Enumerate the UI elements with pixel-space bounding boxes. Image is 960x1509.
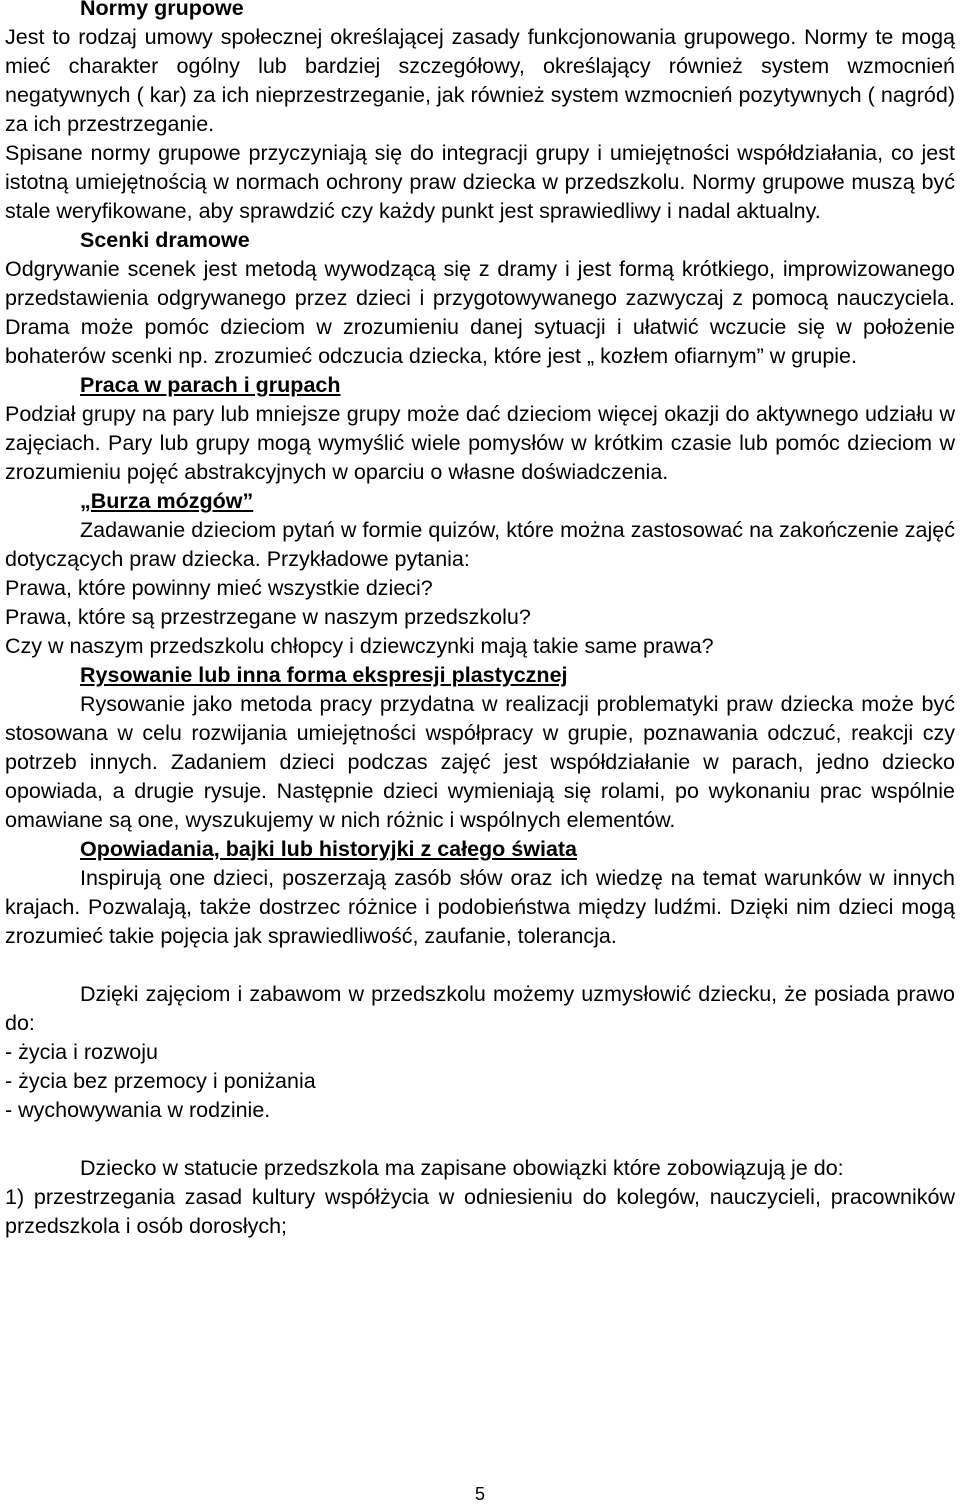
heading-scenki-dramowe: Scenki dramowe xyxy=(80,228,250,252)
paragraph-obowiazki-item-1: 1) przestrzegania zasad kultury współżycia w odniesieniu do kolegów, nauczycieli, pracowników przedszkola i osób dorosłych; xyxy=(5,1185,955,1238)
paragraph-scenki-dramowe: Odgrywanie scenek jest metodą wywodzącą się z dramy i jest formą krótkiego, improwizowanego przedstawienia odgrywanego przez dzieci i przygotowywanego zazwyczaj z pomocą nauczyciela. Drama może pomóc dzieciom w zrozumieniu danej sytuacji i ułatwić wczucie się w położenie bohaterów scenki np. zrozumieć odczucia dziecka, które jest „ kozłem ofiarnym” w grupie. xyxy=(5,257,955,368)
heading-rysowanie: Rysowanie lub inna forma ekspresji plastycznej xyxy=(80,663,568,687)
paragraph-opowiadania: Inspirują one dzieci, poszerzają zasób słów oraz ich wiedzę na temat warunków w innych krajach. Pozwalają, także dostrzec różnice i podobieństwa między ludźmi. Dzięki nim dzieci mogą zrozumieć takie pojęcia jak sprawiedliwość, zaufanie, tolerancja. xyxy=(5,866,955,948)
paragraph-obowiazki-intro: Dziecko w statucie przedszkola ma zapisane obowiązki które zobowiązują je do: xyxy=(80,1156,844,1180)
heading-burza-mozgow: „Burza mózgów” xyxy=(80,489,254,513)
paragraph-normy-grupowe: Jest to rodzaj umowy społecznej określającej zasady funkcjonowania grupowego. Normy te mogą mieć charakter ogólny lub bardziej szczegółowy, określający również system wzmocnień negatywnych ( kar) za ich nieprzestrzeganie, jak również system wzmocnień pozytywnych ( nagród) za ich przestrzeganie. xyxy=(5,25,955,136)
heading-praca-w-parach: Praca w parach i grupach xyxy=(80,373,341,397)
paragraph-burza-mozgow: Zadawanie dzieciom pytań w formie quizów, które można zastosować na zakończenie zajęć dotyczących praw dziecka. Przykładowe pytania: xyxy=(5,518,955,571)
paragraph-praca-w-parach: Podział grupy na pary lub mniejsze grupy może dać dzieciom więcej okazji do aktywnego udziału w zajęciach. Pary lub grupy mogą wymyślić wiele pomysłów w krótkim czasie lub pomóc dzieciom w zrozumieniu pojęć abstrakcyjnych w oparciu o własne doświadczenia. xyxy=(5,402,955,484)
page-number: 5 xyxy=(474,1484,485,1504)
list-item: - życia bez przemocy i poniżania xyxy=(5,1069,316,1093)
question-line: Czy w naszym przedszkolu chłopcy i dziewczynki mają takie same prawa? xyxy=(5,634,714,658)
paragraph-normy-spisane: Spisane normy grupowe przyczyniają się do integracji grupy i umiejętności współdziałania, co jest istotną umiejętnością w normach ochrony praw dziecka w przedszkolu. Normy grupowe muszą być stale weryfikowane, aby sprawdzić czy każdy punkt jest sprawiedliwy i nadal aktualny. xyxy=(5,141,955,223)
blank-line xyxy=(5,951,955,980)
document-page xyxy=(5,0,955,1241)
blank-line xyxy=(5,1125,955,1154)
list-item: - wychowywania w rodzinie. xyxy=(5,1098,271,1122)
question-line: Prawa, które są przestrzegane w naszym przedszkolu? xyxy=(5,605,531,629)
list-item: - życia i rozwoju xyxy=(5,1040,158,1064)
heading-normy-grupowe: Normy grupowe xyxy=(80,0,244,20)
question-line: Prawa, które powinny mieć wszystkie dzieci? xyxy=(5,576,433,600)
paragraph-prawa-intro: Dzięki zajęciom i zabawom w przedszkolu możemy uzmysłowić dziecku, że posiada prawo do: xyxy=(5,982,955,1035)
heading-opowiadania: Opowiadania, bajki lub historyjki z całego świata xyxy=(80,837,578,861)
paragraph-rysowanie: Rysowanie jako metoda pracy przydatna w realizacji problematyki praw dziecka może być stosowana w celu rozwijania umiejętności współpracy w grupie, poznawania odczuć, reakcji czy potrzeb innych. Zadaniem dzieci podczas zajęć jest współdziałanie w parach, jedno dziecko opowiada, a drugie rysuje. Następnie dzieci wymieniają się rolami, po wykonaniu prac wspólnie omawiane są one, wyszukujemy w nich różnic i wspólnych elementów. xyxy=(5,692,955,832)
